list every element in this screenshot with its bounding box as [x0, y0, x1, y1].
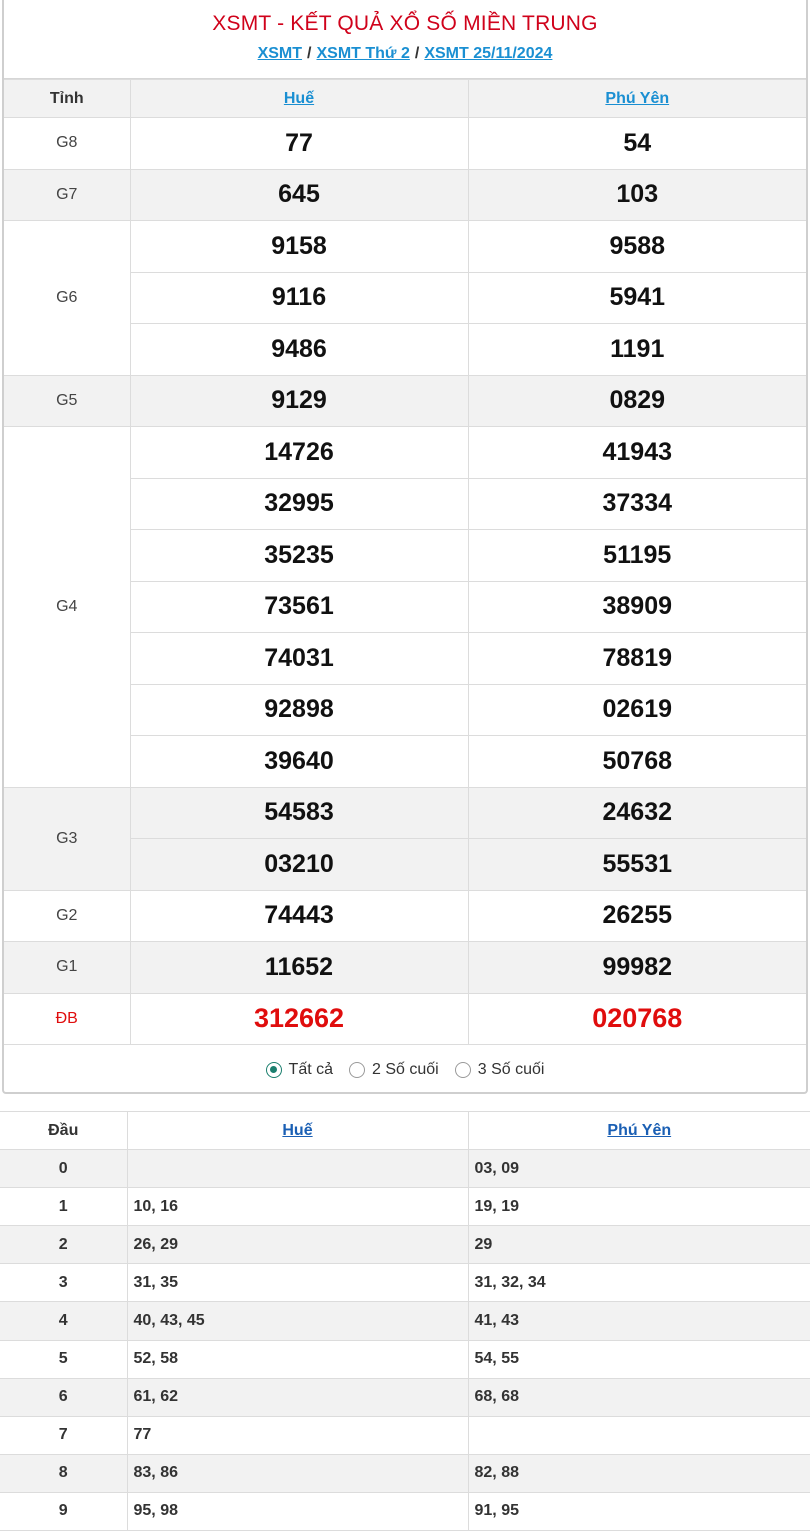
dau-digit: 6 [0, 1378, 127, 1416]
dau-digit: 9 [0, 1492, 127, 1530]
loto-values-phu-yen: 19, 19 [468, 1188, 810, 1226]
filter-last-3-option[interactable] [455, 1061, 545, 1079]
dau-digit: 1 [0, 1188, 127, 1226]
prize-row [4, 118, 806, 170]
result-number-hue: 54583 [130, 787, 468, 839]
dau-digit: 2 [0, 1226, 127, 1264]
result-number-phu-yen: 103 [468, 169, 806, 221]
loto-values-hue [127, 1150, 468, 1188]
loto-values-phu-yen: 54, 55 [468, 1340, 810, 1378]
loto-body [0, 1150, 810, 1531]
prize-label: ĐB [4, 993, 130, 1045]
province-link-phu-yen[interactable]: Phú Yên [605, 89, 670, 107]
results-table [4, 79, 806, 1045]
filter-last-3-radio[interactable] [455, 1062, 471, 1078]
prize-label: G8 [4, 118, 130, 170]
filter-all-label: Tất cả [288, 1060, 334, 1078]
result-number-phu-yen: 020768 [468, 993, 806, 1045]
loto-values-hue: 61, 62 [127, 1378, 468, 1416]
results-card [2, 0, 808, 1094]
loto-row [0, 1302, 810, 1340]
breadcrumb-separator: / [307, 45, 312, 62]
loto-card [0, 1111, 810, 1530]
loto-row [0, 1188, 810, 1226]
loto-header-hue [127, 1112, 468, 1150]
loto-values-phu-yen: 68, 68 [468, 1378, 810, 1416]
result-number-hue: 03210 [130, 839, 468, 891]
loto-row [0, 1150, 810, 1188]
prize-label: G3 [4, 787, 130, 890]
prize-label: G2 [4, 890, 130, 942]
filter-last-2-radio[interactable] [349, 1062, 365, 1078]
result-number-hue: 312662 [130, 993, 468, 1045]
loto-values-phu-yen: 29 [468, 1226, 810, 1264]
loto-row [0, 1454, 810, 1492]
result-number-phu-yen: 02619 [468, 684, 806, 736]
loto-values-hue: 83, 86 [127, 1454, 468, 1492]
result-number-hue: 9158 [130, 221, 468, 273]
loto-values-hue: 95, 98 [127, 1492, 468, 1530]
loto-header-row [0, 1112, 810, 1150]
province-link-hue[interactable]: Huế [283, 89, 315, 107]
result-number-phu-yen: 99982 [468, 942, 806, 994]
result-number-hue: 645 [130, 169, 468, 221]
result-number-phu-yen: 9588 [468, 221, 806, 273]
results-body [4, 118, 806, 1045]
prize-row [4, 787, 806, 839]
result-number-hue: 32995 [130, 478, 468, 530]
prize-label: G1 [4, 942, 130, 994]
loto-values-hue: 31, 35 [127, 1264, 468, 1302]
breadcrumb-weekday-link[interactable]: XSMT Thứ 2 [316, 45, 410, 62]
result-number-phu-yen: 26255 [468, 890, 806, 942]
result-number-phu-yen: 55531 [468, 839, 806, 891]
loto-province-link-hue[interactable]: Huế [282, 1121, 313, 1139]
dau-digit: 0 [0, 1150, 127, 1188]
loto-values-hue: 52, 58 [127, 1340, 468, 1378]
result-number-phu-yen: 50768 [468, 736, 806, 788]
result-number-hue: 35235 [130, 530, 468, 582]
prize-label: G7 [4, 169, 130, 221]
loto-province-link-phu-yen[interactable]: Phú Yên [607, 1121, 672, 1139]
result-number-phu-yen: 54 [468, 118, 806, 170]
result-number-phu-yen: 5941 [468, 272, 806, 324]
result-number-hue: 14726 [130, 427, 468, 479]
loto-values-phu-yen: 03, 09 [468, 1150, 810, 1188]
loto-row [0, 1226, 810, 1264]
page-title: XSMT - KẾT QUẢ XỔ SỐ MIỀN TRUNG [212, 12, 598, 35]
result-number-phu-yen: 51195 [468, 530, 806, 582]
result-number-hue: 11652 [130, 942, 468, 994]
dau-digit: 3 [0, 1264, 127, 1302]
filter-all-option[interactable] [266, 1061, 333, 1079]
loto-row [0, 1416, 810, 1454]
prize-row [4, 427, 806, 479]
breadcrumb [4, 45, 806, 63]
province-header-hue [130, 80, 468, 118]
dau-digit: 4 [0, 1302, 127, 1340]
result-number-phu-yen: 24632 [468, 787, 806, 839]
dau-digit: 7 [0, 1416, 127, 1454]
loto-row [0, 1264, 810, 1302]
result-number-hue: 92898 [130, 684, 468, 736]
result-number-phu-yen: 37334 [468, 478, 806, 530]
dau-digit: 8 [0, 1454, 127, 1492]
prize-row [4, 890, 806, 942]
prize-label: G4 [4, 427, 130, 788]
breadcrumb-xsmt-link[interactable]: XSMT [257, 45, 303, 62]
loto-values-phu-yen: 82, 88 [468, 1454, 810, 1492]
result-number-phu-yen: 0829 [468, 375, 806, 427]
loto-values-phu-yen: 41, 43 [468, 1302, 810, 1340]
province-header-phu-yen [468, 80, 806, 118]
result-number-phu-yen: 38909 [468, 581, 806, 633]
dau-digit: 5 [0, 1340, 127, 1378]
loto-values-hue: 40, 43, 45 [127, 1302, 468, 1340]
filter-last-2-label: 2 Số cuối [372, 1060, 439, 1078]
results-header [4, 0, 806, 79]
digit-filter [4, 1045, 806, 1094]
results-header-row [4, 80, 806, 118]
loto-values-phu-yen: 31, 32, 34 [468, 1264, 810, 1302]
result-number-hue: 77 [130, 118, 468, 170]
prize-row [4, 942, 806, 994]
loto-row [0, 1492, 810, 1530]
breadcrumb-date-link[interactable]: XSMT 25/11/2024 [424, 45, 553, 62]
breadcrumb-separator: / [414, 45, 420, 62]
loto-values-hue: 77 [127, 1416, 468, 1454]
loto-row [0, 1378, 810, 1416]
result-number-phu-yen: 41943 [468, 427, 806, 479]
result-number-hue: 9486 [130, 324, 468, 376]
result-number-hue: 74443 [130, 890, 468, 942]
prize-row [4, 221, 806, 273]
loto-values-hue: 26, 29 [127, 1226, 468, 1264]
result-number-hue: 39640 [130, 736, 468, 788]
loto-values-phu-yen: 91, 95 [468, 1492, 810, 1530]
result-number-hue: 9129 [130, 375, 468, 427]
loto-values-phu-yen [468, 1416, 810, 1454]
result-number-hue: 73561 [130, 581, 468, 633]
prize-row [4, 375, 806, 427]
province-column-header: Tỉnh [4, 80, 130, 118]
filter-last-3-label: 3 Số cuối [477, 1060, 545, 1078]
result-number-phu-yen: 1191 [468, 324, 806, 376]
prize-label: G5 [4, 375, 130, 427]
loto-header-phu-yen [468, 1112, 810, 1150]
loto-row [0, 1340, 810, 1378]
prize-row [4, 993, 806, 1045]
prize-row [4, 169, 806, 221]
filter-last-2-option[interactable] [349, 1061, 439, 1079]
loto-table [0, 1111, 810, 1531]
result-number-hue: 9116 [130, 272, 468, 324]
prize-label: G6 [4, 221, 130, 376]
filter-all-radio[interactable] [266, 1062, 282, 1078]
dau-column-header: Đầu [0, 1112, 127, 1150]
result-number-phu-yen: 78819 [468, 633, 806, 685]
loto-values-hue: 10, 16 [127, 1188, 468, 1226]
result-number-hue: 74031 [130, 633, 468, 685]
